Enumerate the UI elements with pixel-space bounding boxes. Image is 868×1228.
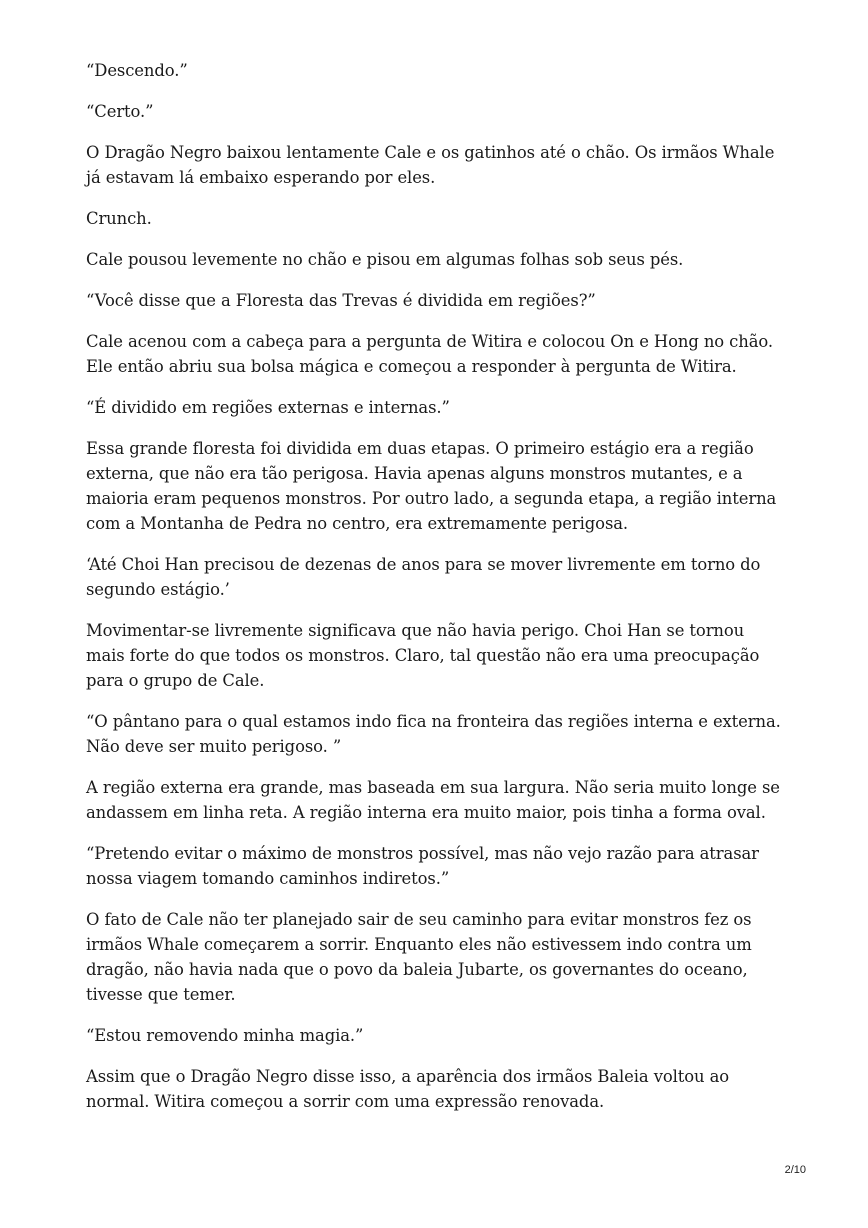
body-text	[86, 58, 786, 1130]
page-number: 2/10	[784, 1164, 806, 1176]
paragraph: “É dividido em regiões externas e internas.”	[86, 398, 450, 417]
paragraph: O Dragão Negro baixou lentamente Cale e os gatinhos até o chão. Os irmãos Whale já estavam lá embaixo esperando por eles.	[86, 143, 775, 187]
paragraph: “Você disse que a Floresta das Trevas é dividida em regiões?”	[86, 291, 596, 310]
paragraph: A região externa era grande, mas baseada em sua largura. Não seria muito longe se andassem em linha reta. A região interna era muito maior, pois tinha a forma oval.	[86, 778, 780, 822]
paragraph: “Certo.”	[86, 102, 154, 121]
paragraph: “O pântano para o qual estamos indo fica na fronteira das regiões interna e externa. Não deve ser muito perigoso. ”	[86, 712, 781, 756]
paragraph: Crunch.	[86, 209, 152, 228]
paragraph: Essa grande floresta foi dividida em duas etapas. O primeiro estágio era a região externa, que não era tão perigosa. Havia apenas alguns monstros mutantes, e a maioria eram pequenos monstros. Por outro lado, a segunda etapa, a região interna com a Montanha de Pedra no centro, era extremamente perigosa.	[86, 439, 777, 533]
paragraph: O fato de Cale não ter planejado sair de seu caminho para evitar monstros fez os irmãos Whale começarem a sorrir. Enquanto eles não estivessem indo contra um dragão, não havia nada que o povo da baleia Jubarte, os governantes do oceano, tivesse que temer.	[86, 910, 752, 1004]
paragraph: Cale pousou levemente no chão e pisou em algumas folhas sob seus pés.	[86, 250, 684, 269]
paragraph: ‘Até Choi Han precisou de dezenas de anos para se mover livremente em torno do segundo estágio.’	[86, 555, 761, 599]
paragraph: Cale acenou com a cabeça para a pergunta de Witira e colocou On e Hong no chão. Ele então abriu sua bolsa mágica e começou a responder à pergunta de Witira.	[86, 332, 773, 376]
paragraph: “Estou removendo minha magia.”	[86, 1026, 364, 1045]
paragraph: “Descendo.”	[86, 61, 188, 80]
paragraph: Movimentar-se livremente significava que não havia perigo. Choi Han se tornou mais forte do que todos os monstros. Claro, tal questão não era uma preocupação para o grupo de Cale.	[86, 621, 760, 690]
paragraph: “Pretendo evitar o máximo de monstros possível, mas não vejo razão para atrasar nossa viagem tomando caminhos indiretos.”	[86, 844, 759, 888]
paragraph: Assim que o Dragão Negro disse isso, a aparência dos irmãos Baleia voltou ao normal. Witira começou a sorrir com uma expressão renovada.	[86, 1067, 730, 1111]
